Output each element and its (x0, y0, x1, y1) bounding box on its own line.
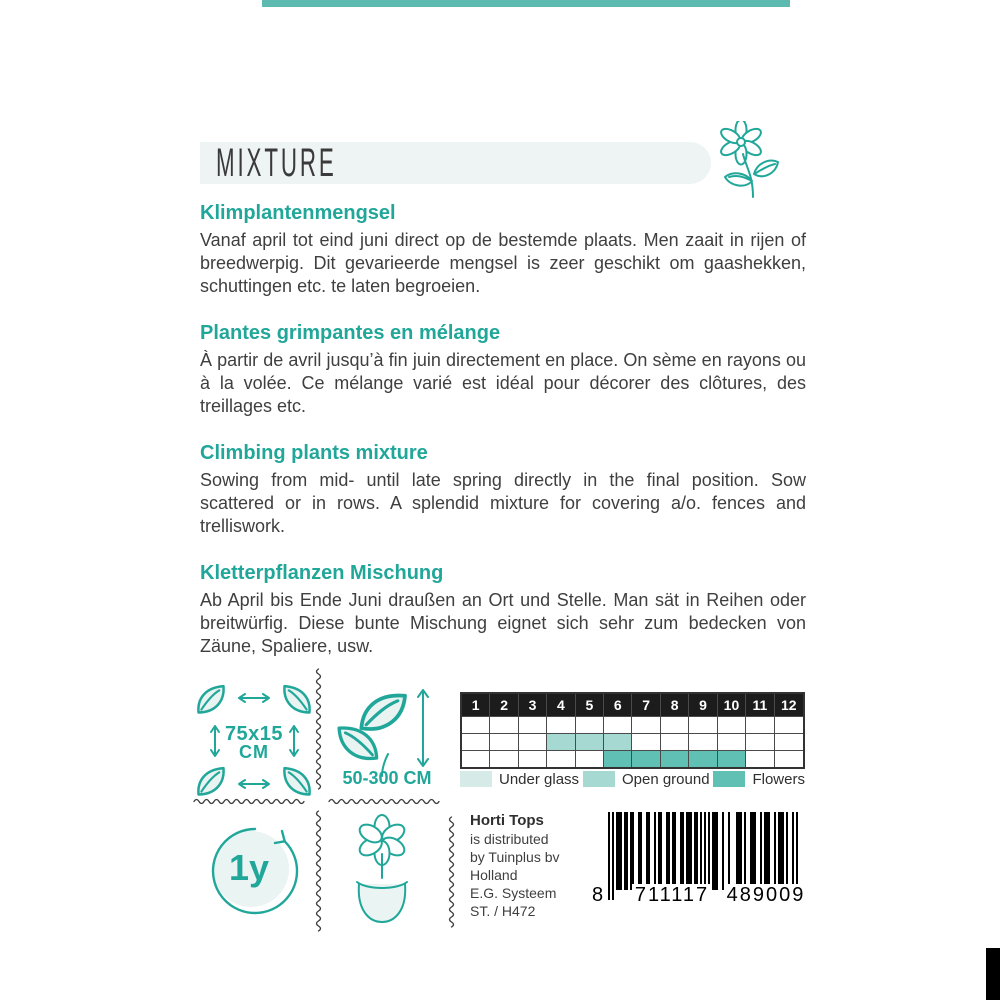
barcode-bar (674, 812, 676, 890)
height-arrow-icon (416, 686, 430, 770)
flower-pot-icon (342, 814, 422, 930)
calendar-row-under-glass (462, 716, 803, 733)
barcode (592, 812, 804, 924)
height-range: 50-300 CM (342, 768, 432, 788)
barcode-bar (774, 812, 776, 890)
section-heading: Climbing plants mixture (200, 442, 428, 464)
annual-cycle-icon (206, 817, 304, 915)
calendar-cell (632, 750, 660, 767)
barcode-bar (740, 812, 742, 890)
calendar-cell (604, 716, 632, 733)
barcode-digits-right: 489009 (726, 884, 806, 906)
leaf-icon (194, 682, 228, 718)
vertical-arrow-icon (209, 723, 221, 759)
barcode-digits-left: 711117 (632, 884, 712, 907)
barcode-bar (708, 812, 710, 890)
calendar-cell (490, 750, 518, 767)
sowing-calendar (460, 692, 805, 769)
calendar-cell (462, 750, 490, 767)
calendar-month-cell: 5 (576, 694, 604, 716)
legend-item (460, 771, 579, 788)
calendar-cell (547, 733, 575, 750)
distributor-name: Horti Tops (470, 812, 544, 829)
distributor-line: by Tuinplus bv (470, 849, 560, 865)
barcode-bar (768, 812, 770, 890)
calendar-row-flowers (462, 750, 803, 767)
leaf-icon (280, 682, 314, 718)
calendar-rows (462, 716, 803, 767)
section-body: Sowing from mid- until late spring directly in the final position. Sow scattered or in rows. A splendid mixture for covering a/o. fences and trelliswork. (200, 470, 806, 536)
calendar-cell (547, 750, 575, 767)
vertical-arrow-icon (288, 723, 300, 759)
calendar-month-cell: 9 (689, 694, 717, 716)
barcode-bar (660, 812, 662, 890)
spacing-unit: CM (239, 742, 269, 762)
barcode-bar (782, 812, 784, 890)
horizontal-arrow-icon (236, 692, 272, 704)
calendar-cell (519, 750, 547, 767)
calendar-cell (775, 716, 803, 733)
calendar-cell (746, 750, 774, 767)
lang-section (200, 322, 806, 418)
calendar-cell (775, 750, 803, 767)
legend-label: Under glass (499, 770, 580, 788)
section-heading: Klimplantenmengsel (200, 202, 396, 224)
barcode-digit-first: 8 (592, 884, 604, 906)
divider-wavy-horizontal (193, 797, 314, 806)
legend-label: Flowers (752, 770, 805, 788)
calendar-cell (490, 733, 518, 750)
section-body: Ab April bis Ende Juni draußen an Ort und Stelle. Man sät in Reihen oder breitwürfig. Diese bunte Mischung eignet sich sehr zum bedecken von Zäune, Spaliere, usw. (200, 590, 806, 656)
calendar-cell (746, 716, 774, 733)
lifecycle-label: 1y (228, 847, 270, 888)
calendar-month-cell: 10 (718, 694, 746, 716)
lang-section (200, 442, 806, 538)
barcode-bar (728, 812, 730, 890)
distributor-block (470, 812, 605, 920)
divider-wavy-vertical (447, 816, 456, 936)
barcode-bar (696, 812, 698, 890)
calendar-cell (746, 733, 774, 750)
calendar-cell (689, 733, 717, 750)
barcode-bar (690, 812, 692, 890)
legend-swatch (460, 771, 492, 787)
calendar-cell (775, 733, 803, 750)
calendar-cell (661, 733, 689, 750)
calendar-cell (547, 716, 575, 733)
calendar-cell (718, 733, 746, 750)
distributor-lines (470, 830, 605, 920)
calendar-cell (519, 716, 547, 733)
leaf-icon (280, 764, 314, 800)
barcode-bar (620, 812, 622, 890)
barcode-bar (654, 812, 656, 890)
calendar-cell (689, 716, 717, 733)
legend-label: Open ground (621, 770, 710, 788)
spacing-value: 75x15 (224, 723, 284, 745)
calendar-month-cell: 8 (661, 694, 689, 716)
distributor-line: is distributed (470, 831, 549, 847)
calendar-month-cell: 1 (462, 694, 490, 716)
calendar-month-cell: 2 (490, 694, 518, 716)
calendar-month-cell: 4 (547, 694, 575, 716)
barcode-bar (682, 812, 684, 890)
calendar-month-cell: 6 (604, 694, 632, 716)
calendar-month-cell: 3 (519, 694, 547, 716)
print-registration-mark (986, 948, 1000, 1000)
barcode-bar (640, 812, 642, 890)
calendar-cell (576, 733, 604, 750)
distributor-line: E.G. Systeem (470, 885, 557, 901)
calendar-cell (519, 733, 547, 750)
legend-item (583, 771, 710, 788)
barcode-bar (744, 812, 746, 890)
barcode-bar (754, 812, 756, 890)
text-sections (200, 202, 806, 682)
calendar-cell (718, 716, 746, 733)
calendar-month-cell: 7 (632, 694, 660, 716)
barcode-bar (626, 812, 628, 890)
barcode-bar (760, 812, 762, 890)
calendar-row-open-ground (462, 733, 803, 750)
title-banner (200, 139, 711, 185)
calendar-cell (661, 750, 689, 767)
divider-wavy-vertical (314, 668, 323, 800)
calendar-month-cell: 11 (746, 694, 774, 716)
flower-icon (712, 121, 786, 201)
legend-swatch (713, 771, 745, 787)
calendar-cell (689, 750, 717, 767)
section-body: Vanaf april tot eind juni direct op de bestemde plaats. Men zaait in rijen of breedwerpig. Dit gevarieerde mengsel is zeer geschikt om gaashekken, schuttingen etc. te laten begroeien. (200, 230, 806, 296)
calendar-cell (462, 733, 490, 750)
horizontal-arrow-icon (236, 778, 272, 790)
calendar-cell (490, 716, 518, 733)
section-heading: Plantes grimpantes en mélange (200, 322, 501, 344)
lang-section (200, 562, 806, 658)
legend-item (713, 771, 805, 788)
packet-title: MIXTURE (216, 139, 337, 185)
calendar-cell (661, 716, 689, 733)
top-trim-bar (262, 0, 790, 7)
calendar-cell (718, 750, 746, 767)
calendar-month-cell: 12 (780, 697, 797, 713)
calendar-cell (632, 716, 660, 733)
calendar-legend (460, 770, 805, 788)
plant-spacing-icon (192, 680, 316, 802)
barcode-bar (716, 812, 718, 890)
lang-section (200, 202, 806, 298)
barcode-bar (608, 812, 610, 900)
barcode-bar (648, 812, 650, 890)
legend-swatch (583, 771, 615, 787)
divider-wavy-vertical (314, 810, 323, 936)
calendar-cell (604, 750, 632, 767)
calendar-cell (576, 750, 604, 767)
barcode-bar (786, 812, 788, 890)
divider-wavy-horizontal (328, 797, 444, 806)
calendar-cell (604, 733, 632, 750)
barcode-bar (668, 812, 670, 890)
calendar-cell (576, 716, 604, 733)
calendar-cell (632, 733, 660, 750)
leaf-icon (194, 764, 228, 800)
barcode-bar (632, 812, 634, 890)
barcode-bar (612, 812, 614, 900)
section-body: À partir de avril jusqu’à fin juin directement en place. On sème en rayons ou à la volée. Ce mélange varié est idéal pour décorer des clôtures, des treillages etc. (200, 350, 806, 416)
distributor-line: Holland (470, 867, 518, 883)
distributor-line: ST. / H472 (470, 903, 536, 919)
section-heading: Kletterpflanzen Mischung (200, 562, 444, 584)
calendar-cell (462, 716, 490, 733)
calendar-month-row (462, 694, 803, 716)
barcode-bar (722, 812, 724, 890)
